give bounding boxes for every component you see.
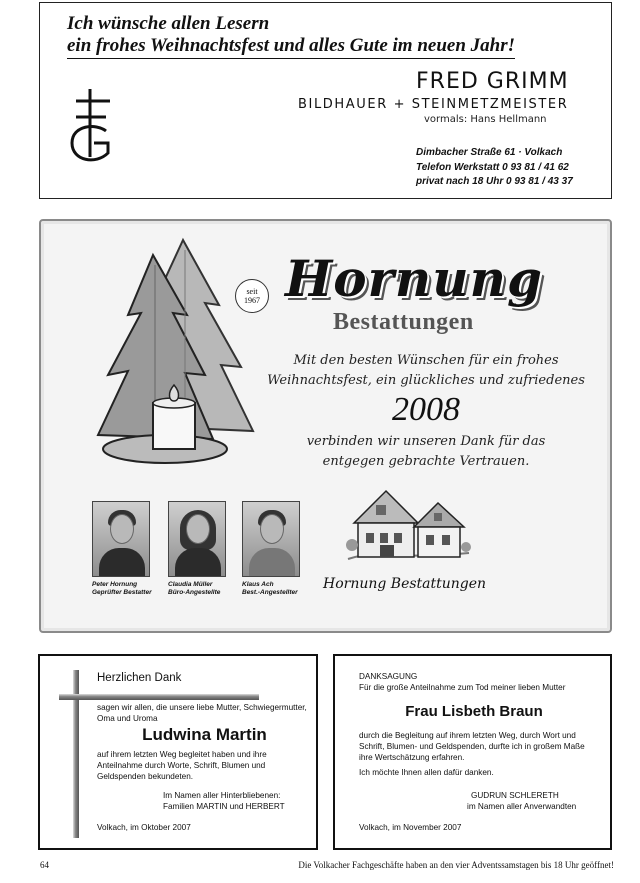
grimm-contact-block bbox=[416, 146, 606, 190]
braun-heading-block bbox=[359, 671, 565, 693]
hornung-brand-logo: Hornung bbox=[285, 249, 543, 308]
grimm-formerly: vormals: Hans Hellmann bbox=[424, 114, 547, 125]
grimm-profession: BILDHAUER + STEINMETZMEISTER bbox=[298, 97, 569, 112]
funeral-home-building-icon bbox=[346, 483, 471, 563]
staff-name-3: Klaus Ach bbox=[242, 581, 274, 588]
christmas-tree-candle-icon bbox=[93, 235, 263, 475]
martin-date: Volkach, im Oktober 2007 bbox=[97, 823, 191, 832]
grimm-greeting-line2: ein frohes Weihnachtsfest und alles Gute im neuen Jahr! bbox=[67, 35, 515, 59]
hornung-wishes bbox=[261, 351, 591, 391]
grimm-advertisement bbox=[39, 2, 612, 199]
thanks-line2: entgegen gebrachte Vertrauen. bbox=[322, 454, 530, 469]
grimm-greeting bbox=[67, 13, 597, 59]
wish-line1: Mit den besten Wünschen für ein frohes bbox=[293, 353, 559, 368]
braun-deceased-name: Frau Lisbeth Braun bbox=[405, 703, 543, 720]
hornung-house-caption: Hornung Bestattungen bbox=[323, 576, 487, 592]
wish-line2: Weihnachtsfest, ein glückliches und zufriedenes bbox=[267, 373, 585, 388]
staff-caption-2 bbox=[168, 581, 248, 596]
martin-intro: sagen wir allen, die unsere liebe Mutter, Schwiegermutter, Oma und Uroma bbox=[97, 703, 307, 723]
braun-obituary-thanks bbox=[333, 654, 612, 850]
braun-body-text: durch die Begleitung auf ihrem letzten Weg, durch Wort und Schrift, Blumen- und Geldspenden, durfte ich in großem Maße ihre Wertschätzung erfahren. bbox=[359, 731, 585, 762]
braun-body bbox=[359, 730, 599, 782]
staff-caption-3 bbox=[242, 581, 322, 596]
staff-role-3: Best.-Angestellter bbox=[242, 588, 298, 596]
braun-body-text-2: Ich möchte Ihnen allen dafür danken. bbox=[359, 768, 494, 777]
cross-beam bbox=[59, 694, 259, 700]
grimm-phone-work: Telefon Werkstatt 0 93 81 / 41 62 bbox=[416, 161, 569, 173]
martin-sign-line2: Familien MARTIN und HERBERT bbox=[163, 802, 285, 811]
martin-signature bbox=[97, 790, 309, 812]
martin-sign-line1: Im Namen aller Hinterbliebenen: bbox=[163, 791, 281, 800]
grimm-address: Dimbacher Straße 61 · Volkach bbox=[416, 147, 563, 158]
staff-photo-2 bbox=[168, 501, 226, 577]
staff-name-2: Claudia Müller bbox=[168, 581, 213, 588]
grimm-fg-logo-icon bbox=[66, 87, 116, 169]
page-number: 64 bbox=[40, 860, 49, 870]
since-1967-seal bbox=[235, 279, 269, 313]
braun-heading: DANKSAGUNG bbox=[359, 672, 418, 681]
braun-sign-line1: GUDRUN SCHLERETH bbox=[471, 791, 559, 800]
staff-role-2: Büro-Angestellte bbox=[168, 588, 221, 596]
hornung-subtitle: Bestattungen bbox=[333, 309, 474, 335]
seal-text-top: seit bbox=[246, 287, 258, 296]
braun-date: Volkach, im November 2007 bbox=[359, 823, 462, 832]
footer-note: Die Volkacher Fachgeschäfte haben an den vier Adventssamstagen bis 18 Uhr geöffnet! bbox=[298, 860, 614, 870]
martin-heading: Herzlichen Dank bbox=[97, 672, 182, 684]
martin-obituary-thanks bbox=[38, 654, 318, 850]
staff-caption-1 bbox=[92, 581, 172, 596]
staff-name-1: Peter Hornung bbox=[92, 581, 138, 588]
hornung-year: 2008 bbox=[392, 391, 460, 428]
staff-role-1: Geprüfter Bestatter bbox=[92, 588, 152, 596]
hornung-advertisement bbox=[39, 219, 612, 633]
grimm-greeting-line1: Ich wünsche allen Lesern bbox=[67, 13, 270, 34]
martin-body: auf ihrem letzten Weg begleitet haben und ihre Anteilnahme durch Worte, Schrift, Blumen und Geldspenden bekundeten. bbox=[97, 750, 267, 781]
thanks-line1: verbinden wir unseren Dank für das bbox=[306, 434, 546, 449]
martin-deceased-name: Ludwina Martin bbox=[142, 725, 267, 744]
hornung-thanks bbox=[261, 432, 591, 472]
staff-photo-1 bbox=[92, 501, 150, 577]
braun-intro: Für die große Anteilnahme zum Tod meiner lieben Mutter bbox=[359, 683, 566, 692]
seal-year: 1967 bbox=[244, 296, 260, 305]
braun-sign-line2: im Namen aller Anverwandten bbox=[467, 802, 577, 811]
grimm-phone-private: privat nach 18 Uhr 0 93 81 / 43 37 bbox=[416, 176, 573, 187]
braun-signature bbox=[467, 790, 576, 812]
staff-photo-3 bbox=[242, 501, 300, 577]
grimm-company-name: FRED GRIMM bbox=[416, 69, 569, 94]
